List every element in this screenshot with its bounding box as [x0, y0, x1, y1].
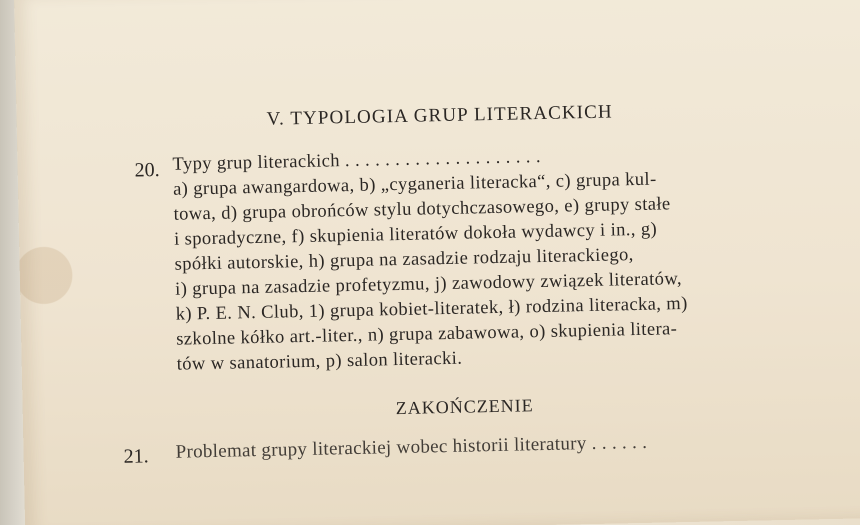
- entry-20-line-2: a) grupa awangardowa, b) „cyganeria literacka“, c) grupa kul-: [172, 169, 657, 200]
- entry-20-line-7: k) P. E. N. Club, 1) grupa kobiet-literatek, ł) rodzina literacka, m): [175, 293, 688, 325]
- entry-number-21: 21.: [123, 445, 149, 468]
- entry-20-line-3: towa, d) grupa obrońców stylu dotychczasowego, e) grupy stałe: [173, 194, 671, 225]
- entry-20-line-6: i) grupa na zasadzie profetyzmu, j) zawodowy związek literatów,: [174, 269, 683, 300]
- printed-page: [14, 0, 860, 525]
- entry-21-text: Problemat grupy literackiej wobec historii literatury . . . . . .: [175, 431, 648, 463]
- entry-20-line-5: spółki autorskie, h) grupa na zasadzie rodzaju literackiego,: [174, 245, 634, 275]
- entry-20-line-8: szkolne kółko art.-liter., n) grupa zabawowa, o) skupienia litera-: [176, 319, 678, 350]
- section-title: ZAKOŃCZENIE: [395, 395, 534, 419]
- entry-20-line-1: Typy grup literackich . . . . . . . . . . . . . . . . . . . .: [172, 147, 542, 175]
- entry-20-line-9: tów w sanatorium, p) salon literacki.: [176, 348, 463, 375]
- chapter-heading: V. TYPOLOGIA GRUP LITERACKICH: [266, 101, 613, 130]
- entry-number-20: 20.: [134, 158, 160, 182]
- entry-20-line-4: i sporadyczne, f) skupienia literatów dokoła wydawcy i in., g): [173, 219, 658, 250]
